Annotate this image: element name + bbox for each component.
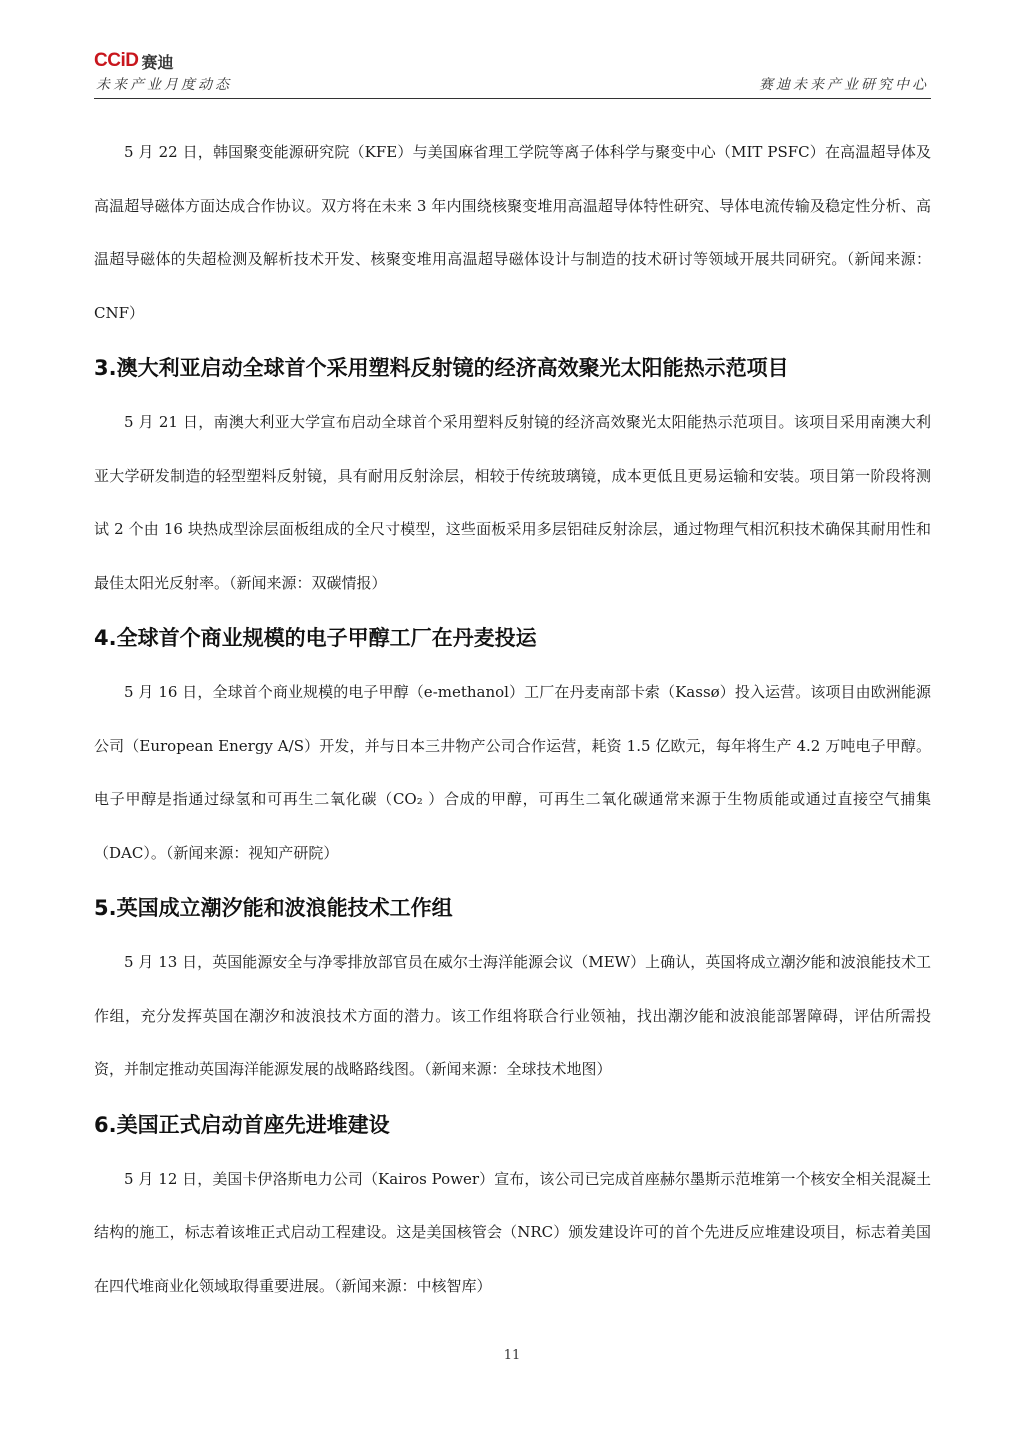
- paragraph-australia-solar: 5 月 21 日，南澳大利亚大学宣布启动全球首个采用塑料反射镜的经济高效聚光太阳能热示范项目。该项目采用南澳大利亚大学研发制造的轻型塑料反射镜，具有耐用反射涂层，相较于传统玻璃镜，成本更低且更易运输和安装。项目第一阶段将测试 2 个由 16 块热成型涂层面板组成的全尺寸模型，这些面板采用多层铝硅反射涂层，通过物理气相沉积技术确保其耐用性和最佳太阳光反射率。（新闻来源：双碳情报）: [94, 413, 931, 592]
- heading-denmark-methanol: 4.全球首个商业规模的电子甲醇工厂在丹麦投运: [94, 626, 537, 650]
- heading-australia-solar: 3.澳大利亚启动全球首个采用塑料反射镜的经济高效聚光太阳能热示范项目: [94, 356, 789, 380]
- paragraph-fusion-cooperation: 5 月 22 日，韩国聚变能源研究院（KFE）与美国麻省理工学院等离子体科学与聚变中心（MIT PSFC）在高温超导体及高温超导磁体方面达成合作协议。双方将在未来 3 年内围绕核聚变堆用高温超导体特性研究、导体电流传输及稳定性分析、高温超导磁体的失超检测及解析技术开发、核聚变堆用高温超导磁体设计与制造的技术研讨等领域开展共同研究。（新闻来源：CNF）: [94, 143, 931, 322]
- ccid-logo: [94, 50, 173, 72]
- paragraph-uk-tidal: 5 月 13 日，英国能源安全与净零排放部官员在威尔士海洋能源会议（MEW）上确认，英国将成立潮汐能和波浪能技术工作组，充分发挥英国在潮汐和波浪技术方面的潜力。该工作组将联合行业领袖，找出潮汐能和波浪能部署障碍，评估所需投资，并制定推动英国海洋能源发展的战略路线图。（新闻来源：全球技术地图）: [94, 953, 931, 1078]
- logo-mark: CCiD: [94, 50, 139, 71]
- header-left-title: 未来产业月度动态: [96, 77, 232, 93]
- header-divider: [94, 98, 931, 99]
- heading-us-reactor: 6.美国正式启动首座先进堆建设: [94, 1112, 390, 1137]
- page-header: [94, 48, 931, 100]
- paragraph-us-reactor: 5 月 12 日，美国卡伊洛斯电力公司（Kairos Power）宣布，该公司已完成首座赫尔墨斯示范堆第一个核安全相关混凝土结构的施工，标志着该堆正式启动工程建设。这是美国核管会（NRC）颁发建设许可的首个先进反应堆建设项目，标志着美国在四代堆商业化领域取得重要进展。（新闻来源：中核智库）: [94, 1169, 931, 1295]
- header-right-title: 赛迪未来产业研究中心: [759, 77, 929, 93]
- document-body: [94, 126, 931, 1313]
- logo-text: 赛迪: [141, 52, 174, 72]
- heading-uk-tidal: 5.英国成立潮汐能和波浪能技术工作组: [94, 896, 453, 920]
- paragraph-denmark-methanol: 5 月 16 日，全球首个商业规模的电子甲醇（e-methanol）工厂在丹麦南部卡索（Kassø）投入运营。该项目由欧洲能源公司（European Energy A/S）开发，并与日本三井物产公司合作运营，耗资 1.5 亿欧元，每年将生产 4.2 万吨电子甲醇。电子甲醇是指通过绿氢和可再生二氧化碳（CO₂ ）合成的甲醇，可再生二氧化碳通常来源于生物质能或通过直接空气捕集（DAC）。（新闻来源：视知产研院）: [94, 683, 931, 862]
- page-number: 11: [503, 1348, 521, 1363]
